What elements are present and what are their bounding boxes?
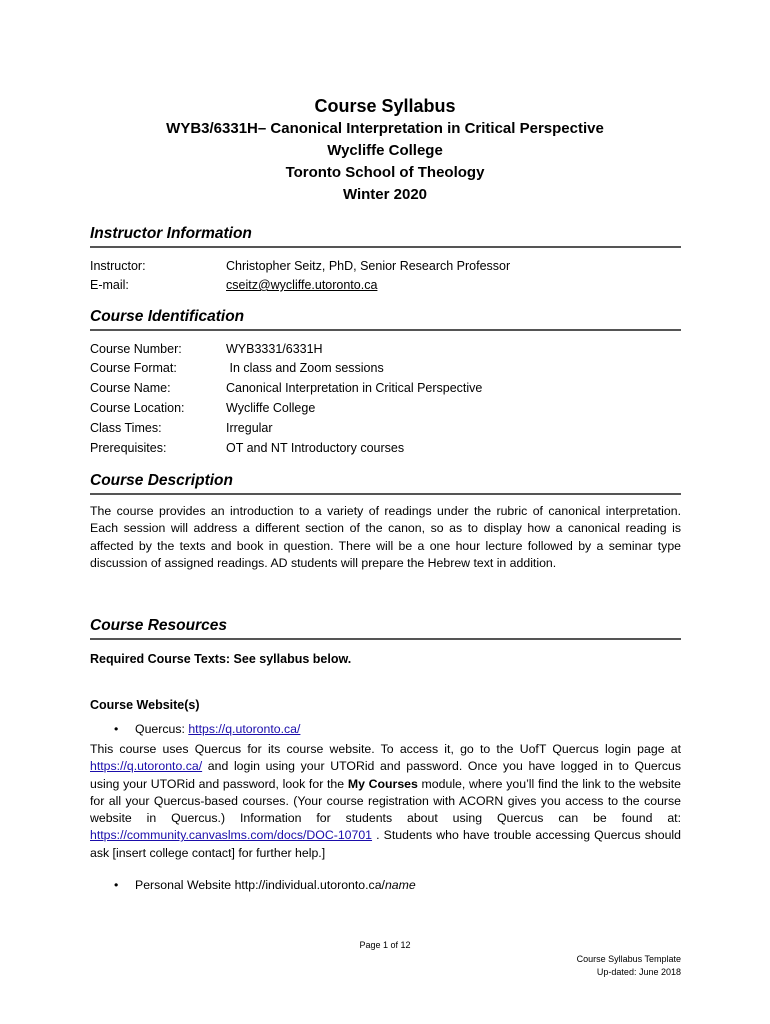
school-name: Toronto School of Theology [285,164,485,181]
college-name: Wycliffe College [327,142,443,159]
personal-website-name: name [384,878,416,892]
class-times-label: Class Times: [90,421,162,435]
course-format-label: Course Format: [90,361,177,375]
term: Winter 2020 [342,186,428,203]
my-courses-bold: My Courses [347,776,418,791]
course-number-label: Course Number: [90,342,182,356]
instructor-info-heading: Instructor Information [90,224,681,248]
document-title: Course Syllabus [314,96,456,116]
course-line: WYB3/6331H– Canonical Interpretation in Critical Perspective [166,120,604,137]
email-link[interactable]: cseitz@wycliffe.utoronto.ca [226,278,378,292]
course-location-value: Wycliffe College [226,401,316,415]
bullet-dot-icon: • [114,722,119,736]
quercus-para-text-1: This course uses Quercus for its course website. To access it, go to the UofT Quercus login page at [90,742,681,756]
course-name-row [90,380,681,396]
course-location-row [90,400,681,416]
course-description-text: The course provides an introduction to a variety of readings under the rubric of canonical interpretation. Each session will address a different section of the canon, so as to display how a canonical reading is affected by the texts and book in question. There will be a one hour lecture followed by a seminar type discussion of assigned readings. AD students will prepare the Hebrew text in addition. [90,504,681,570]
quercus-paragraph [90,741,681,862]
updated-date: Up-dated: June 2018 [596,967,681,977]
email-row [90,277,681,293]
course-location-label: Course Location: [90,401,185,415]
page-number: Page 1 of 12 [359,940,411,950]
course-identification-heading: Course Identification [90,307,681,331]
class-times-value: Irregular [226,421,273,435]
prerequisites-row [90,440,681,456]
email-label: E-mail: [90,278,129,292]
course-number-row [90,341,681,357]
course-number-value: WYB3331/6331H [226,342,323,356]
personal-website-text: Personal Website http://individual.utoronto.ca/ [135,878,385,892]
instructor-row [90,258,681,274]
course-resources-heading: Course Resources [90,616,681,640]
course-name-value: Canonical Interpretation in Critical Perspective [226,381,483,395]
course-format-row [90,360,681,376]
prerequisites-label: Prerequisites: [90,441,167,455]
quercus-para-text-3: module, where you’ll find the link to the website for all your Quercus-based courses. (Your course registration with ACORN gives you access to the course website in Quercus.) Information for students about using Quercus can be found at: [90,776,681,826]
template-name: Course Syllabus Template [576,954,681,964]
course-website-heading: Course Website(s) [90,698,200,712]
course-description-heading: Course Description [90,471,681,495]
course-name-label: Course Name: [90,381,171,395]
quercus-para-text-4: . Students who have trouble accessing Quercus should ask [insert college contact] for further help.] [90,828,681,860]
personal-website-bullet [114,877,416,893]
instructor-label: Instructor: [90,259,146,273]
quercus-label: Quercus: [135,722,189,736]
quercus-link[interactable]: https://q.utoronto.ca/ [188,722,301,736]
bullet-dot-icon: • [114,878,119,892]
course-format-value: In class and Zoom sessions [226,361,384,375]
required-texts: Required Course Texts: See syllabus below. [90,652,352,666]
canvas-docs-link[interactable]: https://community.canvaslms.com/docs/DOC-10701 [90,828,373,843]
quercus-bullet [114,721,300,737]
title-block [0,94,770,206]
prerequisites-value: OT and NT Introductory courses [226,441,405,455]
quercus-para-text-2: and login using your UTORid and password. Once you have logged in to Quercus using your UTORid and password, look for the [90,759,681,791]
instructor-value: Christopher Seitz, PhD, Senior Research Professor [226,259,511,273]
footer-template-info [577,953,681,979]
quercus-para-link[interactable]: https://q.utoronto.ca/ [90,759,203,774]
class-times-row [90,420,681,436]
